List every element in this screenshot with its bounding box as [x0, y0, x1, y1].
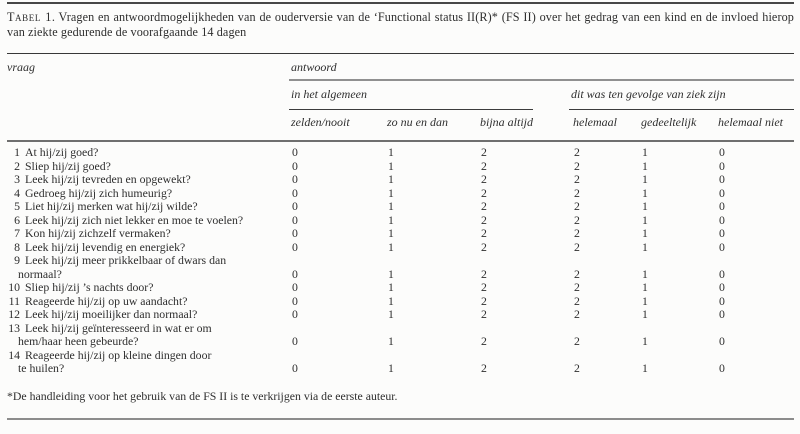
question-text: At hij/zij goed?	[25, 145, 99, 159]
answer-value-cell: 2	[481, 212, 487, 227]
question-cell	[7, 173, 289, 187]
answer-value-cell: 1	[388, 145, 394, 159]
answer-value-cell: 2	[481, 334, 487, 348]
answer-subcolumn-headers	[289, 110, 794, 128]
subcolumn-header: zelden/nooit	[291, 115, 350, 129]
table-row	[7, 187, 794, 201]
question-number: 9	[14, 253, 20, 267]
answer-value-cell: 0	[719, 226, 725, 240]
table-row	[7, 295, 794, 309]
subcolumn-header: zo nu en dan	[387, 115, 448, 129]
answer-value-cell: 0	[719, 361, 725, 375]
answer-value-cell: 2	[574, 239, 580, 254]
answer-value-cell: 1	[642, 158, 648, 173]
answer-value-cell: 1	[388, 334, 394, 348]
answer-value-cell: 0	[292, 266, 298, 281]
question-cell	[7, 146, 289, 160]
table-row	[7, 173, 794, 187]
top-rule	[7, 2, 794, 4]
table-row	[7, 200, 794, 214]
subcolumn-header: bijna altijd	[480, 115, 534, 129]
table-row	[7, 308, 794, 322]
table-header	[7, 54, 794, 128]
question-number: 2	[14, 158, 20, 173]
question-text: Sliep hij/zij goed?	[25, 158, 111, 173]
question-cell	[7, 295, 289, 309]
answer-value-cell: 2	[481, 185, 487, 200]
answer-value-cell: 1	[388, 158, 394, 173]
answer-value-cell: 2	[481, 158, 487, 173]
answer-value-cell: 1	[642, 361, 648, 375]
table-row	[7, 160, 794, 174]
question-number: 8	[14, 239, 20, 254]
question-text: Reageerde hij/zij op uw aandacht?	[25, 293, 188, 308]
answer-value-cell: 1	[642, 145, 648, 159]
answer-value-cell: 0	[719, 293, 725, 308]
answer-value-cell: 0	[719, 172, 725, 186]
answer-value-cell: 1	[642, 199, 648, 213]
question-cell	[7, 227, 289, 241]
answer-value-cell: 1	[388, 280, 394, 294]
question-number: 11	[8, 293, 20, 308]
answer-value-cell: 0	[292, 199, 298, 213]
answer-value-cell: 0	[719, 239, 725, 254]
answer-value-cell: 2	[574, 361, 580, 375]
answer-value-cell: 0	[292, 226, 298, 240]
answer-value-cell: 1	[642, 239, 648, 254]
answer-value-cell: 0	[719, 158, 725, 173]
answer-value-cell: 1	[388, 185, 394, 200]
subcolumn-header: helemaal niet	[718, 115, 783, 129]
question-cell	[7, 241, 289, 255]
answer-value-cell: 2	[574, 293, 580, 308]
answer-value-cell: 0	[719, 307, 725, 321]
answer-group	[569, 81, 794, 110]
answer-value-cell: 1	[388, 266, 394, 281]
answer-value-cell: 1	[388, 172, 394, 186]
answer-group-headers	[289, 81, 794, 110]
question-cell	[7, 281, 289, 295]
question-number: 6	[14, 212, 20, 227]
answer-value-cell: 2	[574, 185, 580, 200]
answer-value-cell: 1	[642, 226, 648, 240]
answer-value-cell: 1	[642, 307, 648, 321]
answer-value-cell: 2	[481, 293, 487, 308]
answer-value-cell: 1	[388, 307, 394, 321]
answer-value-cell: 2	[574, 145, 580, 159]
answer-value-cell: 0	[292, 334, 298, 348]
answer-value-cell: 0	[292, 307, 298, 321]
question-text: Leek hij/zij zich niet lekker en moe te voelen?	[25, 212, 244, 227]
question-text: Leek hij/zij levendig en energiek?	[25, 239, 186, 254]
answer-value-cell: 2	[574, 334, 580, 348]
answer-value-cell: 0	[292, 158, 298, 173]
answer-group	[289, 81, 569, 110]
table-row	[7, 227, 794, 241]
answer-value-cell: 2	[574, 212, 580, 227]
answer-value-cell: 0	[292, 185, 298, 200]
subcolumn-header: gedeeltelijk	[641, 115, 697, 129]
question-text: Kon hij/zij zichzelf vermaken?	[25, 226, 171, 240]
answer-value-cell: 0	[719, 212, 725, 227]
question-cell	[7, 322, 289, 349]
answer-value-cell: 1	[642, 172, 648, 186]
table-caption-text: Vragen en antwoordmogelijkheden van de ouderversie van de ‘Functional status II(R)* (FS II) over het gedrag van een kind en de invloed hierop van ziekte gedurende de voorafgaande 14 dagen	[7, 10, 794, 39]
table-caption	[7, 10, 794, 40]
table-row	[7, 281, 794, 295]
column-header-vraag: vraag	[7, 60, 35, 74]
question-cell	[7, 308, 289, 322]
question-number: 10	[8, 280, 20, 294]
question-text: Leek hij/zij meer prikkelbaar of dwars dan normaal?	[18, 253, 227, 281]
group-header-label: in het algemeen	[291, 87, 367, 101]
question-text: Gedroeg hij/zij zich humeurig?	[25, 185, 173, 200]
answer-value-cell: 0	[292, 280, 298, 294]
answer-value-cell: 1	[642, 293, 648, 308]
table-row	[7, 254, 794, 281]
question-number: 4	[14, 185, 20, 200]
answer-value-cell: 0	[719, 334, 725, 348]
answer-value-cell: 2	[574, 307, 580, 321]
answer-value-cell: 2	[481, 239, 487, 254]
answer-value-cell: 1	[388, 226, 394, 240]
answer-value-cell: 2	[481, 361, 487, 375]
table-body	[7, 142, 794, 376]
answer-value-cell: 0	[292, 172, 298, 186]
question-text: Leek hij/zij geïnteresseerd in wat er om hem/haar heen gebeurde?	[18, 320, 212, 348]
answer-value-cell: 2	[574, 158, 580, 173]
question-number: 3	[14, 172, 20, 186]
answer-value-cell: 2	[481, 199, 487, 213]
question-cell	[7, 214, 289, 228]
answer-value-cell: 1	[388, 199, 394, 213]
answer-value-cell: 1	[642, 212, 648, 227]
answer-value-cell: 0	[292, 293, 298, 308]
answer-value-cell: 0	[292, 361, 298, 375]
table-row	[7, 241, 794, 255]
answer-value-cell: 1	[642, 280, 648, 294]
answer-value-cell: 2	[481, 280, 487, 294]
answer-value-cell: 1	[642, 266, 648, 281]
group-header-label: dit was ten gevolge van ziek zijn	[571, 87, 726, 101]
answer-value-cell: 2	[574, 172, 580, 186]
answer-value-cell: 2	[481, 226, 487, 240]
table-row	[7, 322, 794, 349]
answer-value-cell: 1	[388, 293, 394, 308]
answer-value-cell: 0	[719, 185, 725, 200]
question-cell	[7, 187, 289, 201]
question-number: 12	[8, 307, 20, 321]
answer-value-cell: 0	[719, 280, 725, 294]
question-text: Leek hij/zij tevreden en opgewekt?	[25, 172, 191, 186]
answer-value-cell: 1	[388, 361, 394, 375]
answer-value-cell: 0	[292, 239, 298, 254]
table-number-label: Tabel 1.	[7, 10, 56, 24]
answer-value-cell: 1	[642, 185, 648, 200]
answer-value-cell: 2	[481, 145, 487, 159]
answer-value-cell: 0	[719, 199, 725, 213]
answer-value-cell: 2	[574, 266, 580, 281]
answer-value-cell: 2	[481, 307, 487, 321]
answer-value-cell: 1	[642, 334, 648, 348]
question-text: Reageerde hij/zij op kleine dingen door te huilen?	[18, 347, 212, 375]
question-number: 5	[14, 199, 20, 213]
subcolumn-header: helemaal	[573, 115, 617, 129]
question-cell	[7, 160, 289, 174]
question-number: 1	[14, 145, 20, 159]
answer-value-cell: 0	[292, 145, 298, 159]
answer-value-cell: 2	[574, 226, 580, 240]
table-row	[7, 214, 794, 228]
answer-value-cell: 0	[292, 212, 298, 227]
question-number: 7	[14, 226, 20, 240]
answer-value-cell: 1	[388, 212, 394, 227]
answer-header-area	[289, 54, 794, 128]
answer-value-cell: 1	[388, 239, 394, 254]
table-footnote: *De handleiding voor het gebruik van de FS II is te verkrijgen via de eerste auteur.	[7, 388, 398, 403]
question-number: 14	[8, 347, 20, 362]
answer-value-cell: 0	[719, 145, 725, 159]
question-cell	[7, 349, 289, 376]
question-number: 13	[8, 320, 20, 335]
question-cell	[7, 254, 289, 281]
column-header-antwoord: antwoord	[289, 54, 794, 81]
question-text: Liet hij/zij merken wat hij/zij wilde?	[25, 199, 198, 213]
answer-value-cell: 2	[481, 266, 487, 281]
answer-value-cell: 2	[574, 199, 580, 213]
answer-value-cell: 0	[719, 266, 725, 281]
question-cell	[7, 200, 289, 214]
table-row	[7, 146, 794, 160]
table-row	[7, 349, 794, 376]
bottom-rule	[7, 418, 794, 420]
answer-value-cell: 2	[481, 172, 487, 186]
answer-value-cell: 2	[574, 280, 580, 294]
question-text: Leek hij/zij moeilijker dan normaal?	[25, 307, 198, 321]
question-text: Sliep hij/zij ’s nachts door?	[25, 280, 154, 294]
